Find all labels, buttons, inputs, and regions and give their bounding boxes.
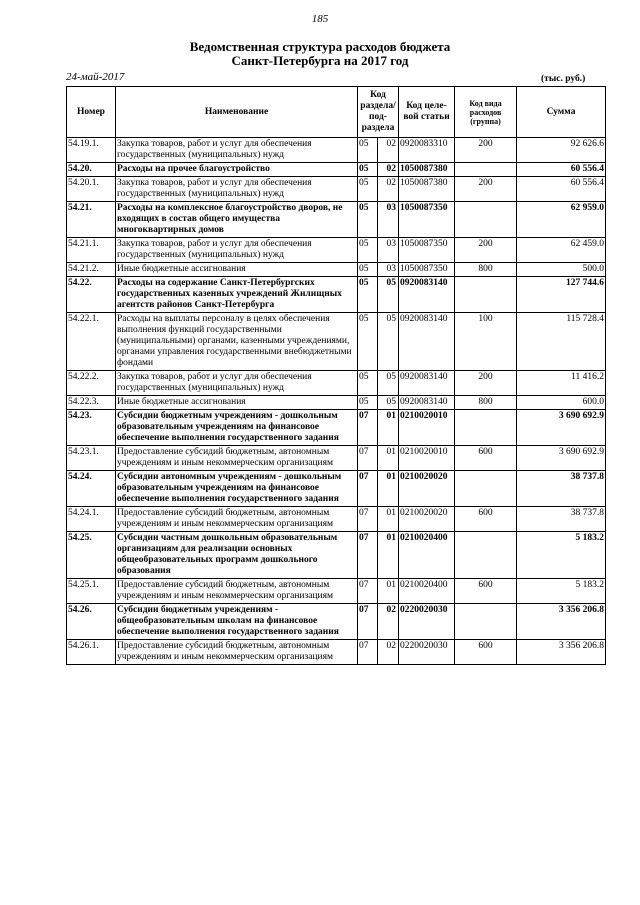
row-number: 54.22.1. xyxy=(67,313,116,371)
row-section: 07 xyxy=(358,579,378,604)
row-number: 54.22.2. xyxy=(67,371,116,396)
row-target-code: 0210020400 xyxy=(399,579,455,604)
row-section: 07 xyxy=(358,604,378,640)
table-row xyxy=(67,640,606,665)
row-sum: 38 737.8 xyxy=(517,507,606,532)
row-type-code: 800 xyxy=(455,396,517,410)
row-type-code xyxy=(455,471,517,507)
table-row xyxy=(67,202,606,238)
row-subsection: 01 xyxy=(378,471,399,507)
row-number: 54.25. xyxy=(67,532,116,579)
row-type-code xyxy=(455,163,517,177)
row-subsection: 03 xyxy=(378,202,399,238)
row-number: 54.23.1. xyxy=(67,446,116,471)
row-name: Субсидии бюджетным учреждениям - дошкольным образовательным учреждениям на финансовое обеспечение выполнения государственного задания xyxy=(116,410,358,446)
row-number: 54.21. xyxy=(67,202,116,238)
table-row xyxy=(67,446,606,471)
row-target-code: 0210020010 xyxy=(399,410,455,446)
row-section: 07 xyxy=(358,532,378,579)
row-name: Закупка товаров, работ и услуг для обеспечения государственных (муниципальных) нужд xyxy=(116,138,358,163)
row-section: 07 xyxy=(358,640,378,665)
table-row xyxy=(67,138,606,163)
row-subsection: 02 xyxy=(378,640,399,665)
row-number: 54.21.1. xyxy=(67,238,116,263)
table-row xyxy=(67,471,606,507)
row-name: Предоставление субсидий бюджетным, автономным учреждениям и иным некоммерческим организациям xyxy=(116,640,358,665)
row-subsection: 01 xyxy=(378,446,399,471)
table-row xyxy=(67,277,606,313)
row-subsection: 03 xyxy=(378,238,399,263)
row-target-code: 0920083140 xyxy=(399,313,455,371)
row-number: 54.22.3. xyxy=(67,396,116,410)
row-type-code xyxy=(455,277,517,313)
row-type-code: 600 xyxy=(455,507,517,532)
row-number: 54.26. xyxy=(67,604,116,640)
table-row xyxy=(67,396,606,410)
table-row xyxy=(67,532,606,579)
header-name: Наименование xyxy=(116,87,358,138)
row-section: 07 xyxy=(358,507,378,532)
row-sum: 127 744.6 xyxy=(517,277,606,313)
row-section: 05 xyxy=(358,177,378,202)
row-subsection: 01 xyxy=(378,532,399,579)
row-subsection: 05 xyxy=(378,396,399,410)
table-header-row xyxy=(67,87,606,138)
row-sum: 11 416.2 xyxy=(517,371,606,396)
row-number: 54.21.2. xyxy=(67,263,116,277)
row-subsection: 05 xyxy=(378,371,399,396)
document-date: 24-май-2017 xyxy=(66,71,125,83)
row-sum: 3 356 206.8 xyxy=(517,640,606,665)
page-title xyxy=(0,40,640,68)
row-type-code: 200 xyxy=(455,138,517,163)
row-type-code: 200 xyxy=(455,371,517,396)
row-sum: 115 728.4 xyxy=(517,313,606,371)
row-target-code: 0920083140 xyxy=(399,396,455,410)
row-type-code xyxy=(455,532,517,579)
row-name: Субсидии автономным учреждениям - дошкольным образовательным учреждениям на финансовое обеспечение выполнения государственного задания xyxy=(116,471,358,507)
table-row xyxy=(67,263,606,277)
row-type-code: 600 xyxy=(455,446,517,471)
row-type-code: 800 xyxy=(455,263,517,277)
table-row xyxy=(67,177,606,202)
row-subsection: 01 xyxy=(378,579,399,604)
row-name: Иные бюджетные ассигнования xyxy=(116,396,358,410)
row-section: 05 xyxy=(358,263,378,277)
row-target-code: 1050087350 xyxy=(399,202,455,238)
row-subsection: 02 xyxy=(378,163,399,177)
row-sum: 62 459.0 xyxy=(517,238,606,263)
row-target-code: 0920083140 xyxy=(399,371,455,396)
row-section: 05 xyxy=(358,371,378,396)
row-number: 54.24. xyxy=(67,471,116,507)
header-sum: Сумма xyxy=(517,87,606,138)
row-target-code: 1050087350 xyxy=(399,238,455,263)
row-section: 05 xyxy=(358,396,378,410)
row-name: Предоставление субсидий бюджетным, автономным учреждениям и иным некоммерческим организациям xyxy=(116,579,358,604)
table-body xyxy=(67,138,606,665)
row-sum: 60 556.4 xyxy=(517,163,606,177)
row-section: 05 xyxy=(358,138,378,163)
table-row xyxy=(67,410,606,446)
row-section: 05 xyxy=(358,313,378,371)
row-target-code: 0920083140 xyxy=(399,277,455,313)
row-type-code xyxy=(455,202,517,238)
row-sum: 5 183.2 xyxy=(517,579,606,604)
row-subsection: 03 xyxy=(378,263,399,277)
table-row xyxy=(67,507,606,532)
row-type-code xyxy=(455,410,517,446)
row-target-code: 0210020010 xyxy=(399,446,455,471)
row-name: Закупка товаров, работ и услуг для обеспечения государственных (муниципальных) нужд xyxy=(116,238,358,263)
row-section: 05 xyxy=(358,238,378,263)
table-row xyxy=(67,238,606,263)
row-type-code xyxy=(455,604,517,640)
row-name: Расходы на прочее благоустройство xyxy=(116,163,358,177)
header-type-code: Код вида расходов (группа) xyxy=(455,87,517,138)
row-sum: 5 183.2 xyxy=(517,532,606,579)
row-subsection: 02 xyxy=(378,138,399,163)
table-row xyxy=(67,163,606,177)
row-sum: 3 690 692.9 xyxy=(517,446,606,471)
row-subsection: 05 xyxy=(378,277,399,313)
table-row xyxy=(67,313,606,371)
header-section-code: Код раздела/ под-раздела xyxy=(358,87,399,138)
row-sum: 92 626.6 xyxy=(517,138,606,163)
row-number: 54.22. xyxy=(67,277,116,313)
row-number: 54.25.1. xyxy=(67,579,116,604)
row-sum: 60 556.4 xyxy=(517,177,606,202)
row-target-code: 0210020020 xyxy=(399,507,455,532)
row-name: Субсидии частным дошкольным образовательным организациям для реализации основных общеобразовательных программ дошкольного образования xyxy=(116,532,358,579)
table-row xyxy=(67,579,606,604)
row-section: 05 xyxy=(358,163,378,177)
row-type-code: 200 xyxy=(455,238,517,263)
row-number: 54.24.1. xyxy=(67,507,116,532)
row-name: Расходы на выплаты персоналу в целях обеспечения выполнения функций государственными (муниципальными) органами, казенными учреждениями, органами управления государственными внебюджетными фондами xyxy=(116,313,358,371)
row-target-code: 1050087380 xyxy=(399,163,455,177)
row-name: Иные бюджетные ассигнования xyxy=(116,263,358,277)
row-number: 54.20.1. xyxy=(67,177,116,202)
header-target-code: Код целе-вой статьи xyxy=(399,87,455,138)
row-name: Расходы на содержание Санкт-Петербургских государственных казенных учреждений Жилищных агентств районов Санкт-Петербурга xyxy=(116,277,358,313)
row-sum: 3 690 692.9 xyxy=(517,410,606,446)
row-name: Закупка товаров, работ и услуг для обеспечения государственных (муниципальных) нужд xyxy=(116,177,358,202)
row-section: 05 xyxy=(358,277,378,313)
row-name: Закупка товаров, работ и услуг для обеспечения государственных (муниципальных) нужд xyxy=(116,371,358,396)
row-sum: 3 356 206.8 xyxy=(517,604,606,640)
title-line-2: Санкт-Петербурга на 2017 год xyxy=(231,53,409,68)
row-number: 54.20. xyxy=(67,163,116,177)
row-section: 07 xyxy=(358,446,378,471)
table-row xyxy=(67,371,606,396)
row-type-code: 600 xyxy=(455,640,517,665)
row-subsection: 05 xyxy=(378,313,399,371)
row-sum: 500.0 xyxy=(517,263,606,277)
row-subsection: 02 xyxy=(378,177,399,202)
table-row xyxy=(67,604,606,640)
row-type-code: 200 xyxy=(455,177,517,202)
row-subsection: 01 xyxy=(378,507,399,532)
row-target-code: 0210020020 xyxy=(399,471,455,507)
row-name: Предоставление субсидий бюджетным, автономным учреждениям и иным некоммерческим организациям xyxy=(116,446,358,471)
row-target-code: 1050087350 xyxy=(399,263,455,277)
row-name: Субсидии бюджетным учреждениям - общеобразовательным школам на финансовое обеспечение выполнения государственного задания xyxy=(116,604,358,640)
row-number: 54.23. xyxy=(67,410,116,446)
units-label: (тыс. руб.) xyxy=(541,74,586,84)
row-sum: 62 959.0 xyxy=(517,202,606,238)
row-sum: 38 737.8 xyxy=(517,471,606,507)
page-number: 185 xyxy=(311,13,329,25)
row-section: 05 xyxy=(358,202,378,238)
row-name: Расходы на комплексное благоустройство дворов, не входящих в состав общего имущества многоквартирных домов xyxy=(116,202,358,238)
title-line-1: Ведомственная структура расходов бюджета xyxy=(189,39,451,54)
row-subsection: 02 xyxy=(378,604,399,640)
row-target-code: 0220020030 xyxy=(399,640,455,665)
row-number: 54.19.1. xyxy=(67,138,116,163)
row-number: 54.26.1. xyxy=(67,640,116,665)
row-target-code: 1050087380 xyxy=(399,177,455,202)
row-sum: 600.0 xyxy=(517,396,606,410)
row-subsection: 01 xyxy=(378,410,399,446)
row-type-code: 100 xyxy=(455,313,517,371)
row-section: 07 xyxy=(358,471,378,507)
row-section: 07 xyxy=(358,410,378,446)
row-target-code: 0920083310 xyxy=(399,138,455,163)
row-type-code: 600 xyxy=(455,579,517,604)
header-number: Номер xyxy=(67,87,116,138)
row-target-code: 0210020400 xyxy=(399,532,455,579)
row-name: Предоставление субсидий бюджетным, автономным учреждениям и иным некоммерческим организациям xyxy=(116,507,358,532)
budget-table xyxy=(66,86,606,665)
row-target-code: 0220020030 xyxy=(399,604,455,640)
